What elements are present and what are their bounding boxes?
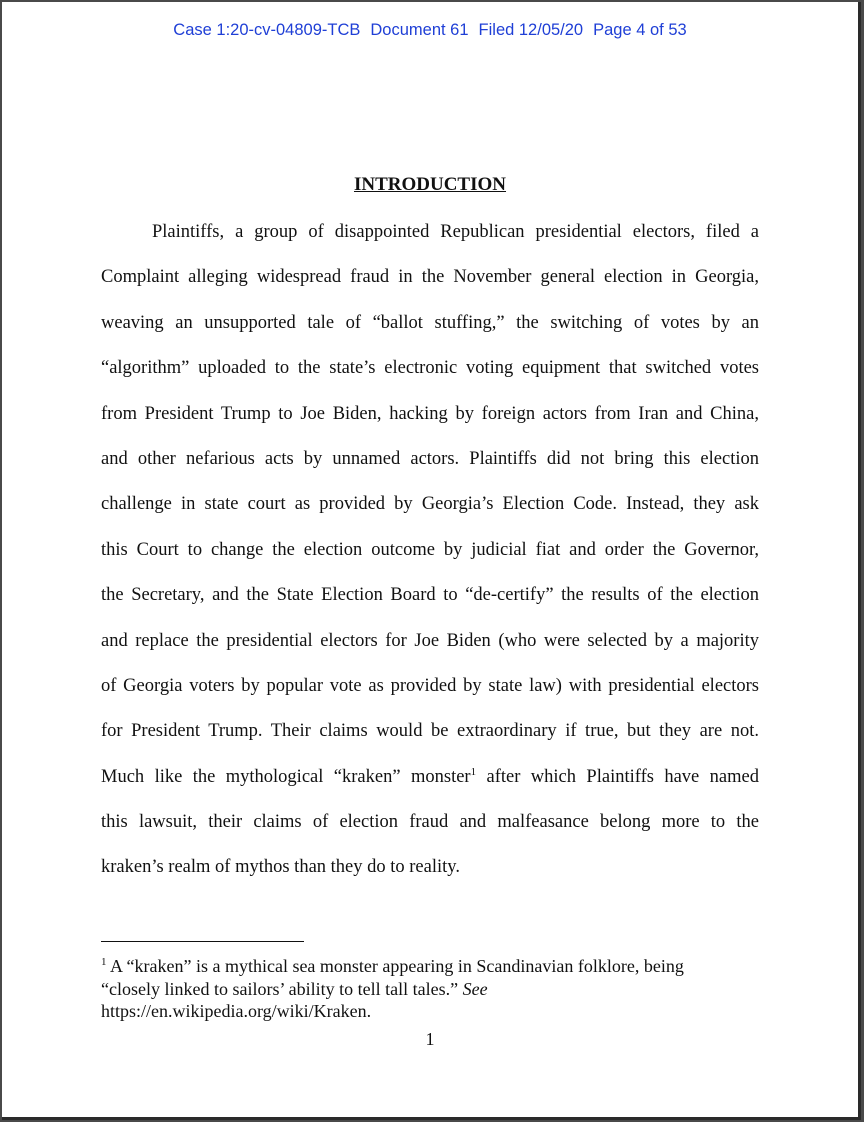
paragraph-line [101, 755, 759, 800]
kraken-text-after: after which Plaintiffs have named [476, 766, 759, 787]
paragraph-line: the Secretary, and the State Election Board to “de-certify” the results of the election [101, 585, 759, 606]
paragraph-line: “algorithm” uploaded to the state’s electronic voting equipment that switched votes [101, 358, 759, 379]
footnote-see: See [462, 978, 488, 999]
paragraph-line: weaving an unsupported tale of “ballot stuffing,” the switching of votes by an [101, 312, 759, 333]
footnote-reference[interactable]: 1 [470, 765, 477, 778]
filed-date: Filed 12/05/20 [478, 21, 584, 39]
footnote-line [101, 978, 781, 1001]
paragraph-line: from President Trump to Joe Biden, hacking by foreign actors from Iran and China, [101, 403, 759, 424]
section-title: INTRODUCTION [353, 174, 507, 195]
footnote-line [101, 951, 781, 978]
paragraph-line: for President Trump. Their claims would be extraordinary if true, but they are not. [101, 721, 759, 742]
paragraph-line: and replace the presidential electors for Joe Biden (who were selected by a majority [101, 630, 759, 651]
case-number: Case 1:20-cv-04809-TCB [173, 21, 361, 39]
paragraph-line: Plaintiffs, a group of disappointed Republican presidential electors, filed a [152, 222, 759, 242]
kraken-text-before: Much like the mythological “kraken” monster [101, 766, 471, 787]
case-header [2, 21, 858, 40]
footnote-divider [101, 941, 304, 942]
footnote-marker: 1 [101, 956, 107, 968]
paragraph-line: Complaint alleging widespread fraud in the November general election in Georgia, [101, 267, 759, 288]
document-page [2, 2, 861, 1120]
paragraph-line: challenge in state court as provided by Georgia’s Election Code. Instead, they ask [101, 494, 759, 515]
paragraph-line: and other nefarious acts by unnamed actors. Plaintiffs did not bring this election [101, 448, 759, 469]
document-number: Document 61 [370, 21, 469, 39]
paragraph-line: this lawsuit, their claims of election fraud and malfeasance belong more to the [101, 812, 759, 833]
paragraph-line: kraken’s realm of mythos than they do to reality. [101, 857, 460, 878]
page-indicator: Page 4 of 53 [593, 21, 687, 39]
introduction-paragraph [101, 210, 759, 891]
footnote-url[interactable]: https://en.wikipedia.org/wiki/Kraken. [101, 1001, 372, 1021]
paragraph-line: this Court to change the election outcome by judicial fiat and order the Governor, [101, 539, 759, 560]
page-number: 1 [425, 1029, 435, 1049]
footnote-text: A “kraken” is a mythical sea monster appearing in Scandinavian folklore, being [106, 956, 684, 976]
paragraph-line: of Georgia voters by popular vote as provided by state law) with presidential electors [101, 675, 759, 696]
footnote-text: “closely linked to sailors’ ability to tell tall tales.” [101, 978, 463, 999]
footnote [101, 951, 781, 1023]
